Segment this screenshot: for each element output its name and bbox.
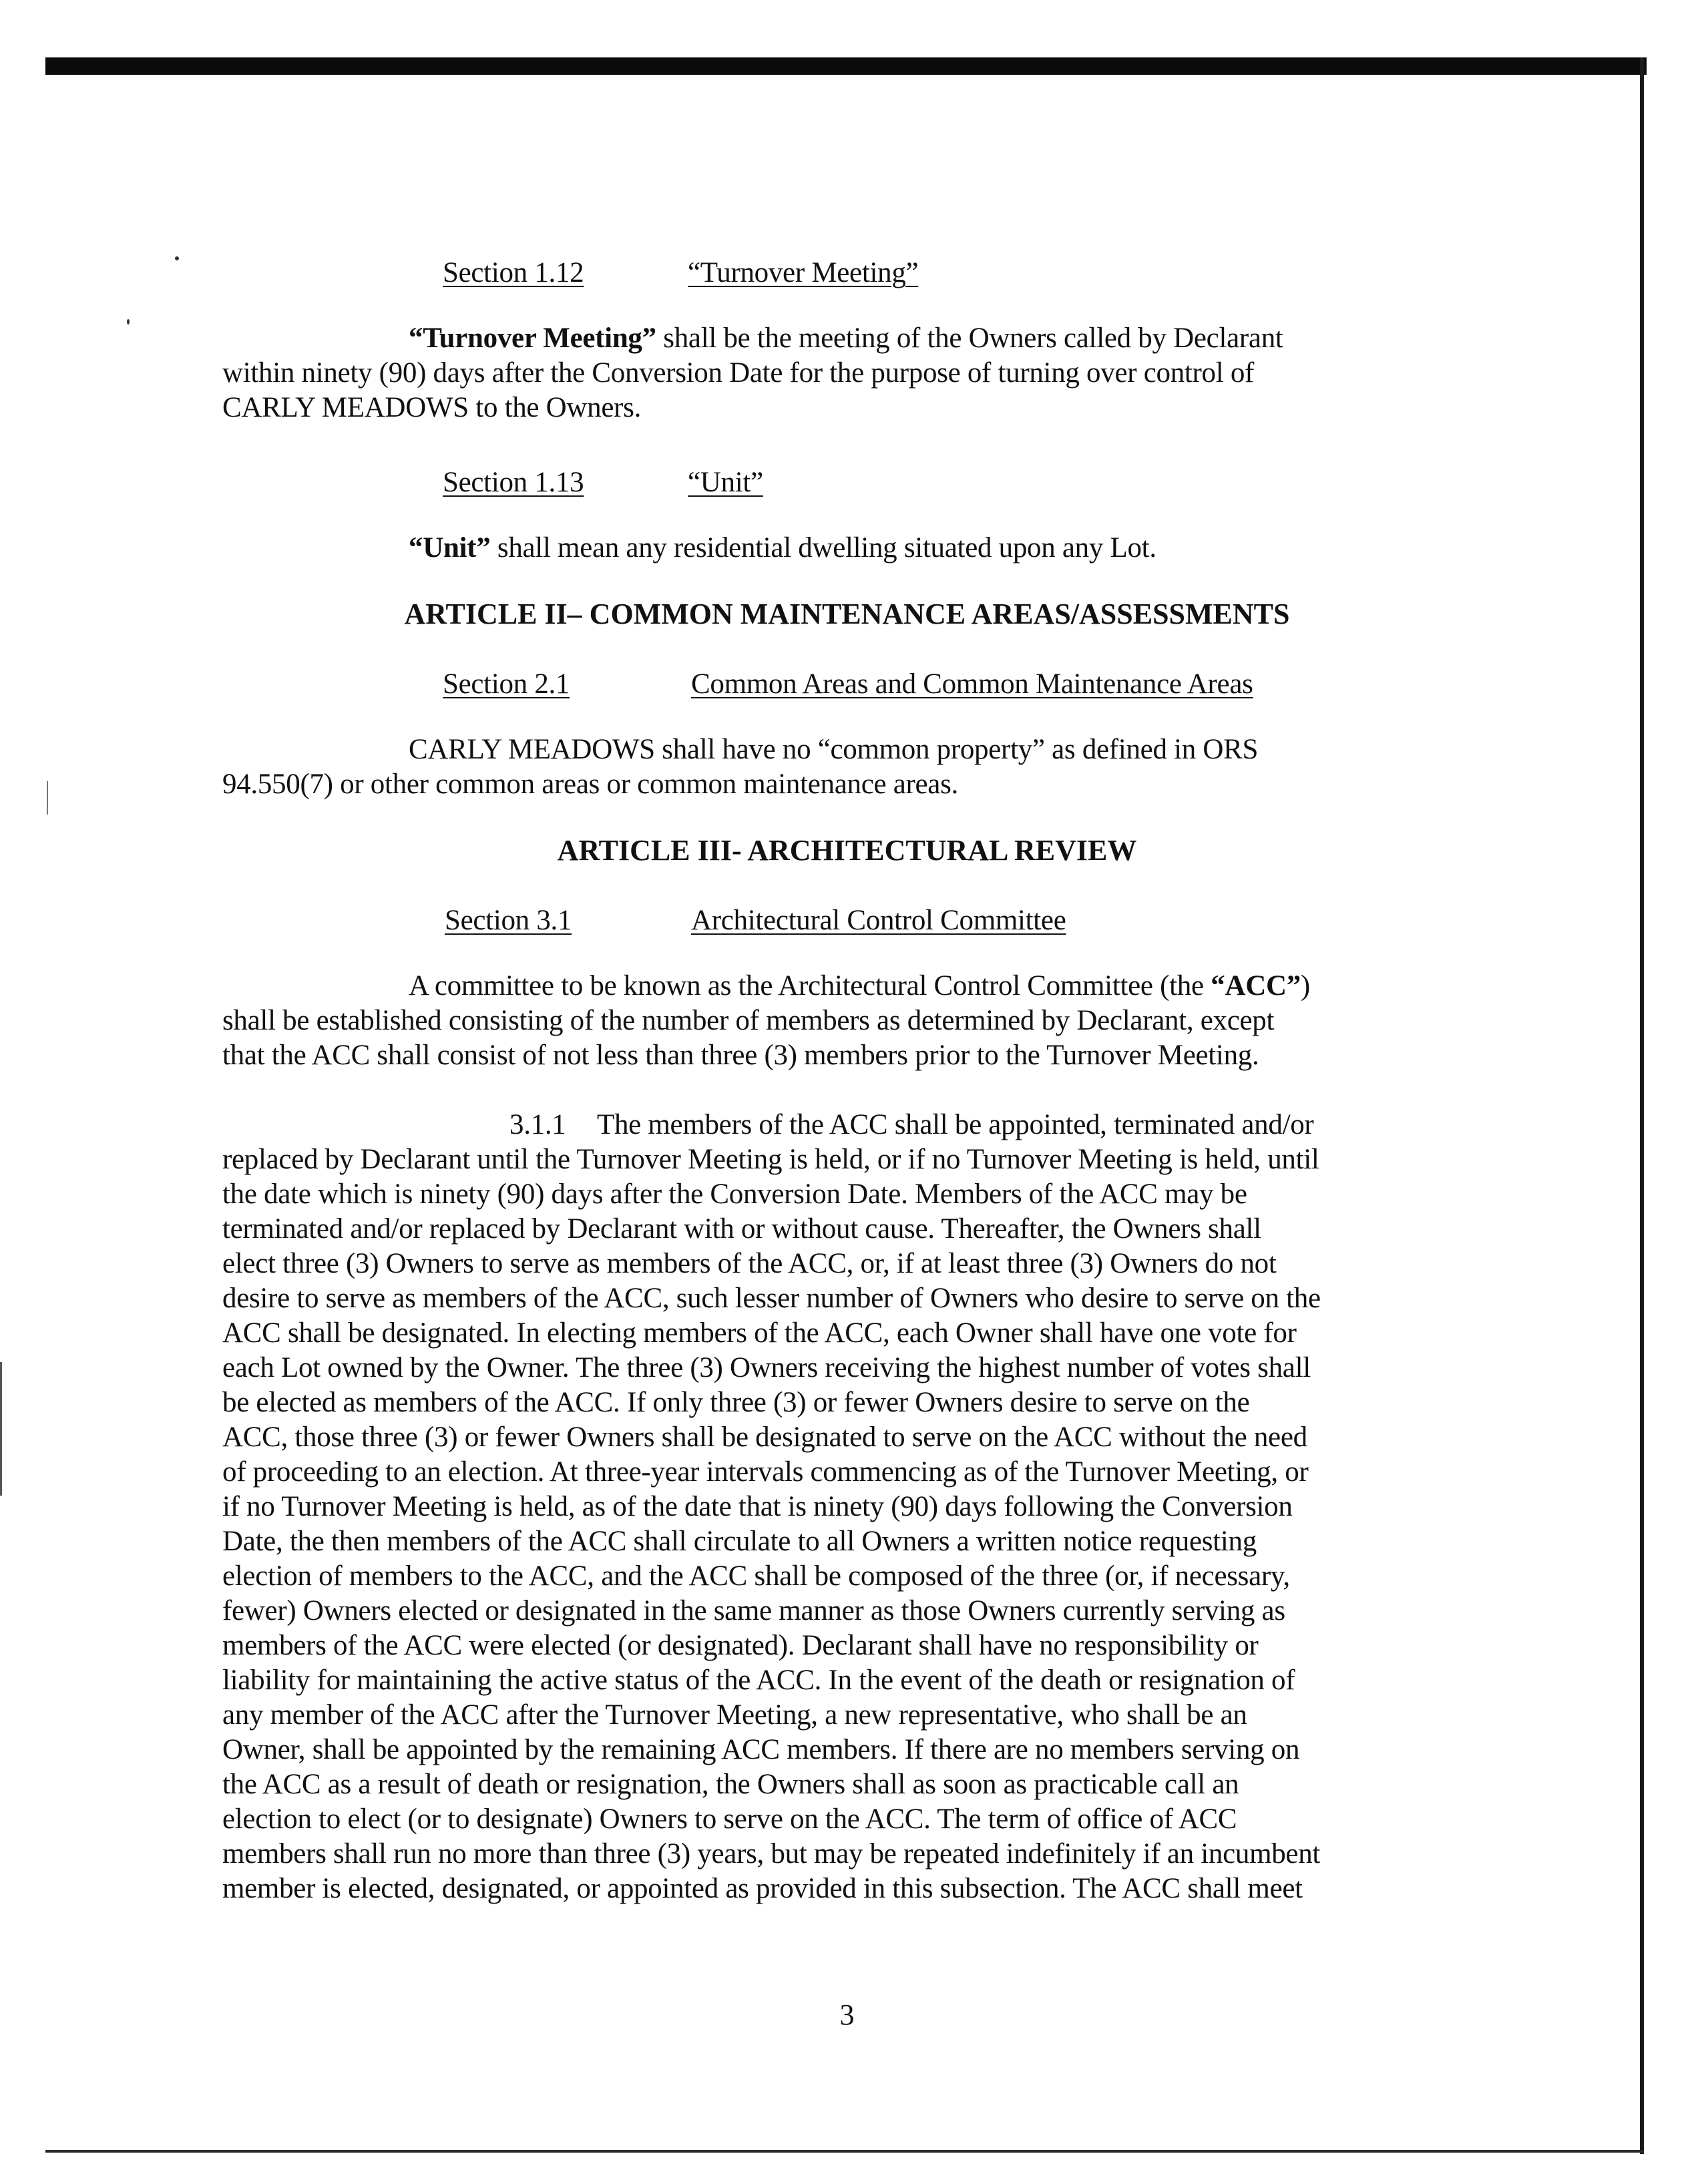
paragraph-line: election of members to the ACC, and the ACC shall be composed of the three (or, if necessary, [222, 1560, 1290, 1592]
section-title-text: Architectural Control Committee [691, 905, 1066, 936]
section-title [691, 666, 1253, 702]
defined-term: “Turnover Meeting” [409, 322, 656, 354]
section-heading [443, 465, 584, 501]
scan-top-border [45, 57, 1647, 75]
paragraph-line: The members of the ACC shall be appointed, terminated and/or [597, 1109, 1314, 1140]
paragraph-line: the ACC as a result of death or resignation, the Owners shall as soon as practicable call an [222, 1769, 1239, 1800]
paragraph-text: A committee to be known as the Architectural Control Committee (the [409, 970, 1211, 1002]
paragraph-line: replaced by Declarant until the Turnover Meeting is held, or if no Turnover Meeting is held, until [222, 1144, 1319, 1175]
paragraph-line: that the ACC shall consist of not less than three (3) members prior to the Turnover Meeting. [222, 1040, 1259, 1071]
section-title [688, 465, 763, 501]
paragraph-line: terminated and/or replaced by Declarant with or without cause. Thereafter, the Owners shall [222, 1213, 1261, 1245]
scan-edge-mark [0, 1362, 2, 1496]
paragraph-text: ) [1300, 970, 1310, 1002]
section-number: Section 3.1 [445, 905, 572, 936]
paragraph-line: CARLY MEADOWS to the Owners. [222, 392, 642, 423]
paragraph-line: election to elect (or to designate) Owners to serve on the ACC. The term of office of ACC [222, 1803, 1237, 1835]
paragraph-line: any member of the ACC after the Turnover Meeting, a new representative, who shall be an [222, 1699, 1247, 1731]
paragraph-line: the date which is ninety (90) days after the Conversion Date. Members of the ACC may be [222, 1178, 1247, 1210]
section-title-text: “Unit” [688, 467, 763, 498]
page-number: 3 [839, 1998, 855, 2031]
section-title-text: Common Areas and Common Maintenance Areas [691, 668, 1253, 700]
paragraph-line: desire to serve as members of the ACC, such lesser number of Owners who desire to serve on the [222, 1283, 1321, 1314]
section-number: Section 1.13 [443, 467, 584, 498]
subsection-number: 3.1.1 [509, 1109, 566, 1140]
paragraph-line: Date, the then members of the ACC shall circulate to all Owners a written notice requesting [222, 1526, 1257, 1557]
section-number: Section 2.1 [443, 668, 570, 700]
defined-term: “ACC” [1211, 970, 1301, 1002]
paragraph-line [409, 968, 1310, 1004]
section-heading [443, 666, 570, 702]
section-heading [443, 255, 584, 291]
paragraph-line [409, 320, 1283, 357]
paragraph-line: members of the ACC were elected (or designated). Declarant shall have no responsibility or [222, 1630, 1259, 1661]
section-title [691, 903, 1066, 939]
scan-edge-mark [47, 781, 48, 815]
defined-term: “Unit” [409, 532, 491, 564]
paragraph-line: CARLY MEADOWS shall have no “common property” as defined in ORS [409, 734, 1259, 765]
paragraph-line: liability for maintaining the active status of the ACC. In the event of the death or resignation of [222, 1665, 1295, 1696]
paragraph-line: shall be established consisting of the number of members as determined by Declarant, except [222, 1005, 1275, 1036]
paragraph-line: each Lot owned by the Owner. The three (3) Owners receiving the highest number of votes shall [222, 1352, 1311, 1383]
scan-right-border [1640, 57, 1644, 2154]
scan-bottom-border [45, 2150, 1644, 2153]
paragraph-line: if no Turnover Meeting is held, as of the date that is ninety (90) days following the Conversion [222, 1491, 1293, 1522]
paragraph-text: shall mean any residential dwelling situated upon any Lot. [490, 532, 1156, 564]
article-heading: ARTICLE III- ARCHITECTURAL REVIEW [557, 834, 1137, 867]
paragraph-text: shall be the meeting of the Owners called by Declarant [656, 322, 1283, 354]
paragraph-line: fewer) Owners elected or designated in the same manner as those Owners currently serving as [222, 1595, 1285, 1626]
paragraph-line: ACC shall be designated. In electing members of the ACC, each Owner shall have one vote for [222, 1317, 1297, 1349]
paragraph-line: members shall run no more than three (3) years, but may be repeated indefinitely if an incumbent [222, 1838, 1321, 1870]
paragraph-line: ACC, those three (3) or fewer Owners shall be designated to serve on the ACC without the need [222, 1422, 1307, 1453]
paragraph-line: be elected as members of the ACC. If only three (3) or fewer Owners desire to serve on the [222, 1387, 1250, 1418]
section-number: Section 1.12 [443, 257, 584, 288]
section-heading [445, 903, 572, 939]
article-heading: ARTICLE II– COMMON MAINTENANCE AREAS/ASSESSMENTS [404, 598, 1290, 630]
scan-speck [175, 256, 179, 260]
section-title-text: “Turnover Meeting” [688, 257, 919, 288]
paragraph-line: of proceeding to an election. At three-year intervals commencing as of the Turnover Meeting, or [222, 1456, 1309, 1488]
paragraph-line: Owner, shall be appointed by the remaining ACC members. If there are no members serving on [222, 1734, 1300, 1765]
scan-speck [127, 319, 130, 324]
paragraph-line [409, 530, 1156, 566]
paragraph-line: member is elected, designated, or appointed as provided in this subsection. The ACC shall meet [222, 1873, 1303, 1904]
paragraph-line: elect three (3) Owners to serve as members of the ACC, or, if at least three (3) Owners do not [222, 1248, 1277, 1279]
paragraph-line: 94.550(7) or other common areas or common maintenance areas. [222, 769, 958, 800]
paragraph-line: within ninety (90) days after the Conversion Date for the purpose of turning over control of [222, 357, 1255, 389]
section-title [688, 255, 918, 291]
